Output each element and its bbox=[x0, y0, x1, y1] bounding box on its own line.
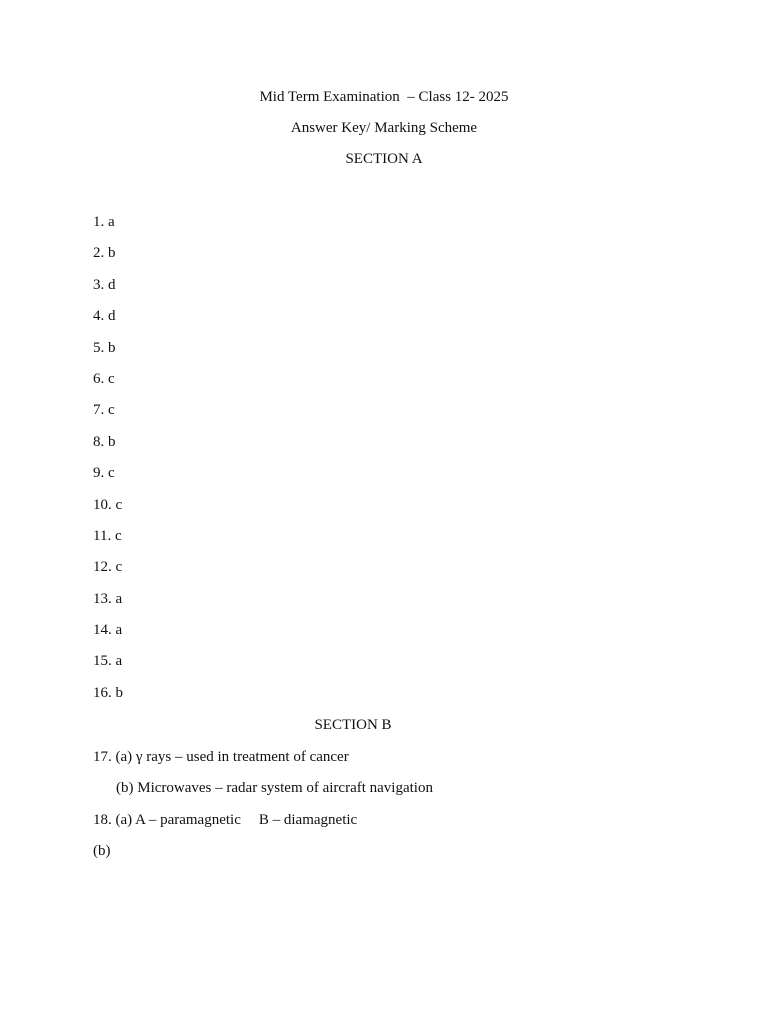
list-item bbox=[93, 370, 493, 401]
answer-choice: c bbox=[115, 496, 123, 513]
list-item bbox=[93, 433, 493, 464]
q17-part-b: (b) Microwaves – radar system of aircraft navigation bbox=[116, 780, 433, 796]
exam-title: Mid Term Examination – Class 12- 2025 bbox=[259, 89, 509, 105]
question-number: 10. bbox=[93, 496, 112, 513]
answer-choice: c bbox=[108, 465, 115, 482]
list-item bbox=[93, 652, 493, 683]
list-item bbox=[93, 496, 493, 527]
list-item bbox=[93, 621, 493, 652]
answer-choice: c bbox=[114, 527, 122, 544]
question-number: 4. bbox=[93, 308, 105, 325]
list-item bbox=[93, 401, 493, 432]
list-item bbox=[93, 527, 493, 558]
answer-choice: b bbox=[108, 245, 116, 262]
answer-choice: a bbox=[108, 214, 115, 230]
answer-choice: b bbox=[108, 433, 116, 450]
question-number: 16. bbox=[93, 684, 112, 701]
answer-choice: a bbox=[115, 622, 123, 639]
section-b-title: SECTION B bbox=[314, 717, 392, 733]
question-number: 12. bbox=[93, 559, 112, 576]
q18-part-a bbox=[93, 811, 357, 829]
question-number: 2. bbox=[93, 245, 105, 262]
question-number: 14. bbox=[93, 622, 112, 639]
question-number: 11. bbox=[93, 527, 112, 544]
q18-part-a-left: 18. (a) A – paramagnetic bbox=[93, 812, 241, 828]
answer-choice: a bbox=[115, 590, 123, 607]
question-number: 7. bbox=[93, 402, 105, 419]
answer-key-subtitle: Answer Key/ Marking Scheme bbox=[290, 120, 478, 136]
q18-part-b: (b) bbox=[93, 843, 111, 859]
q17-part-a: 17. (a) γ rays – used in treatment of cancer bbox=[93, 749, 349, 765]
answer-choice: a bbox=[115, 653, 123, 670]
question-number: 8. bbox=[93, 433, 105, 450]
section-a-title: SECTION A bbox=[345, 151, 423, 167]
answer-choice: c bbox=[108, 402, 115, 419]
list-item bbox=[93, 684, 493, 715]
question-number: 6. bbox=[93, 370, 105, 387]
answer-choice: b bbox=[115, 684, 123, 701]
list-item bbox=[93, 464, 493, 495]
answer-choice: c bbox=[108, 370, 115, 387]
answer-choice: d bbox=[108, 308, 116, 325]
list-item bbox=[93, 590, 493, 621]
list-item bbox=[93, 339, 493, 370]
list-item bbox=[93, 276, 493, 307]
question-number: 15. bbox=[93, 653, 112, 670]
list-item bbox=[93, 307, 493, 338]
question-number: 3. bbox=[93, 276, 105, 293]
question-number: 9. bbox=[93, 465, 105, 482]
list-item bbox=[93, 558, 493, 589]
q18-part-a-right: B – diamagnetic bbox=[258, 812, 358, 828]
list-item bbox=[93, 244, 493, 275]
question-number: 13. bbox=[93, 590, 112, 607]
list-item bbox=[93, 213, 493, 244]
section-a-answer-list bbox=[93, 213, 493, 715]
question-number: 1. bbox=[93, 214, 105, 230]
question-number: 5. bbox=[93, 339, 105, 356]
answer-choice: c bbox=[115, 559, 123, 576]
answer-choice: b bbox=[108, 339, 116, 356]
answer-choice: d bbox=[108, 276, 116, 293]
